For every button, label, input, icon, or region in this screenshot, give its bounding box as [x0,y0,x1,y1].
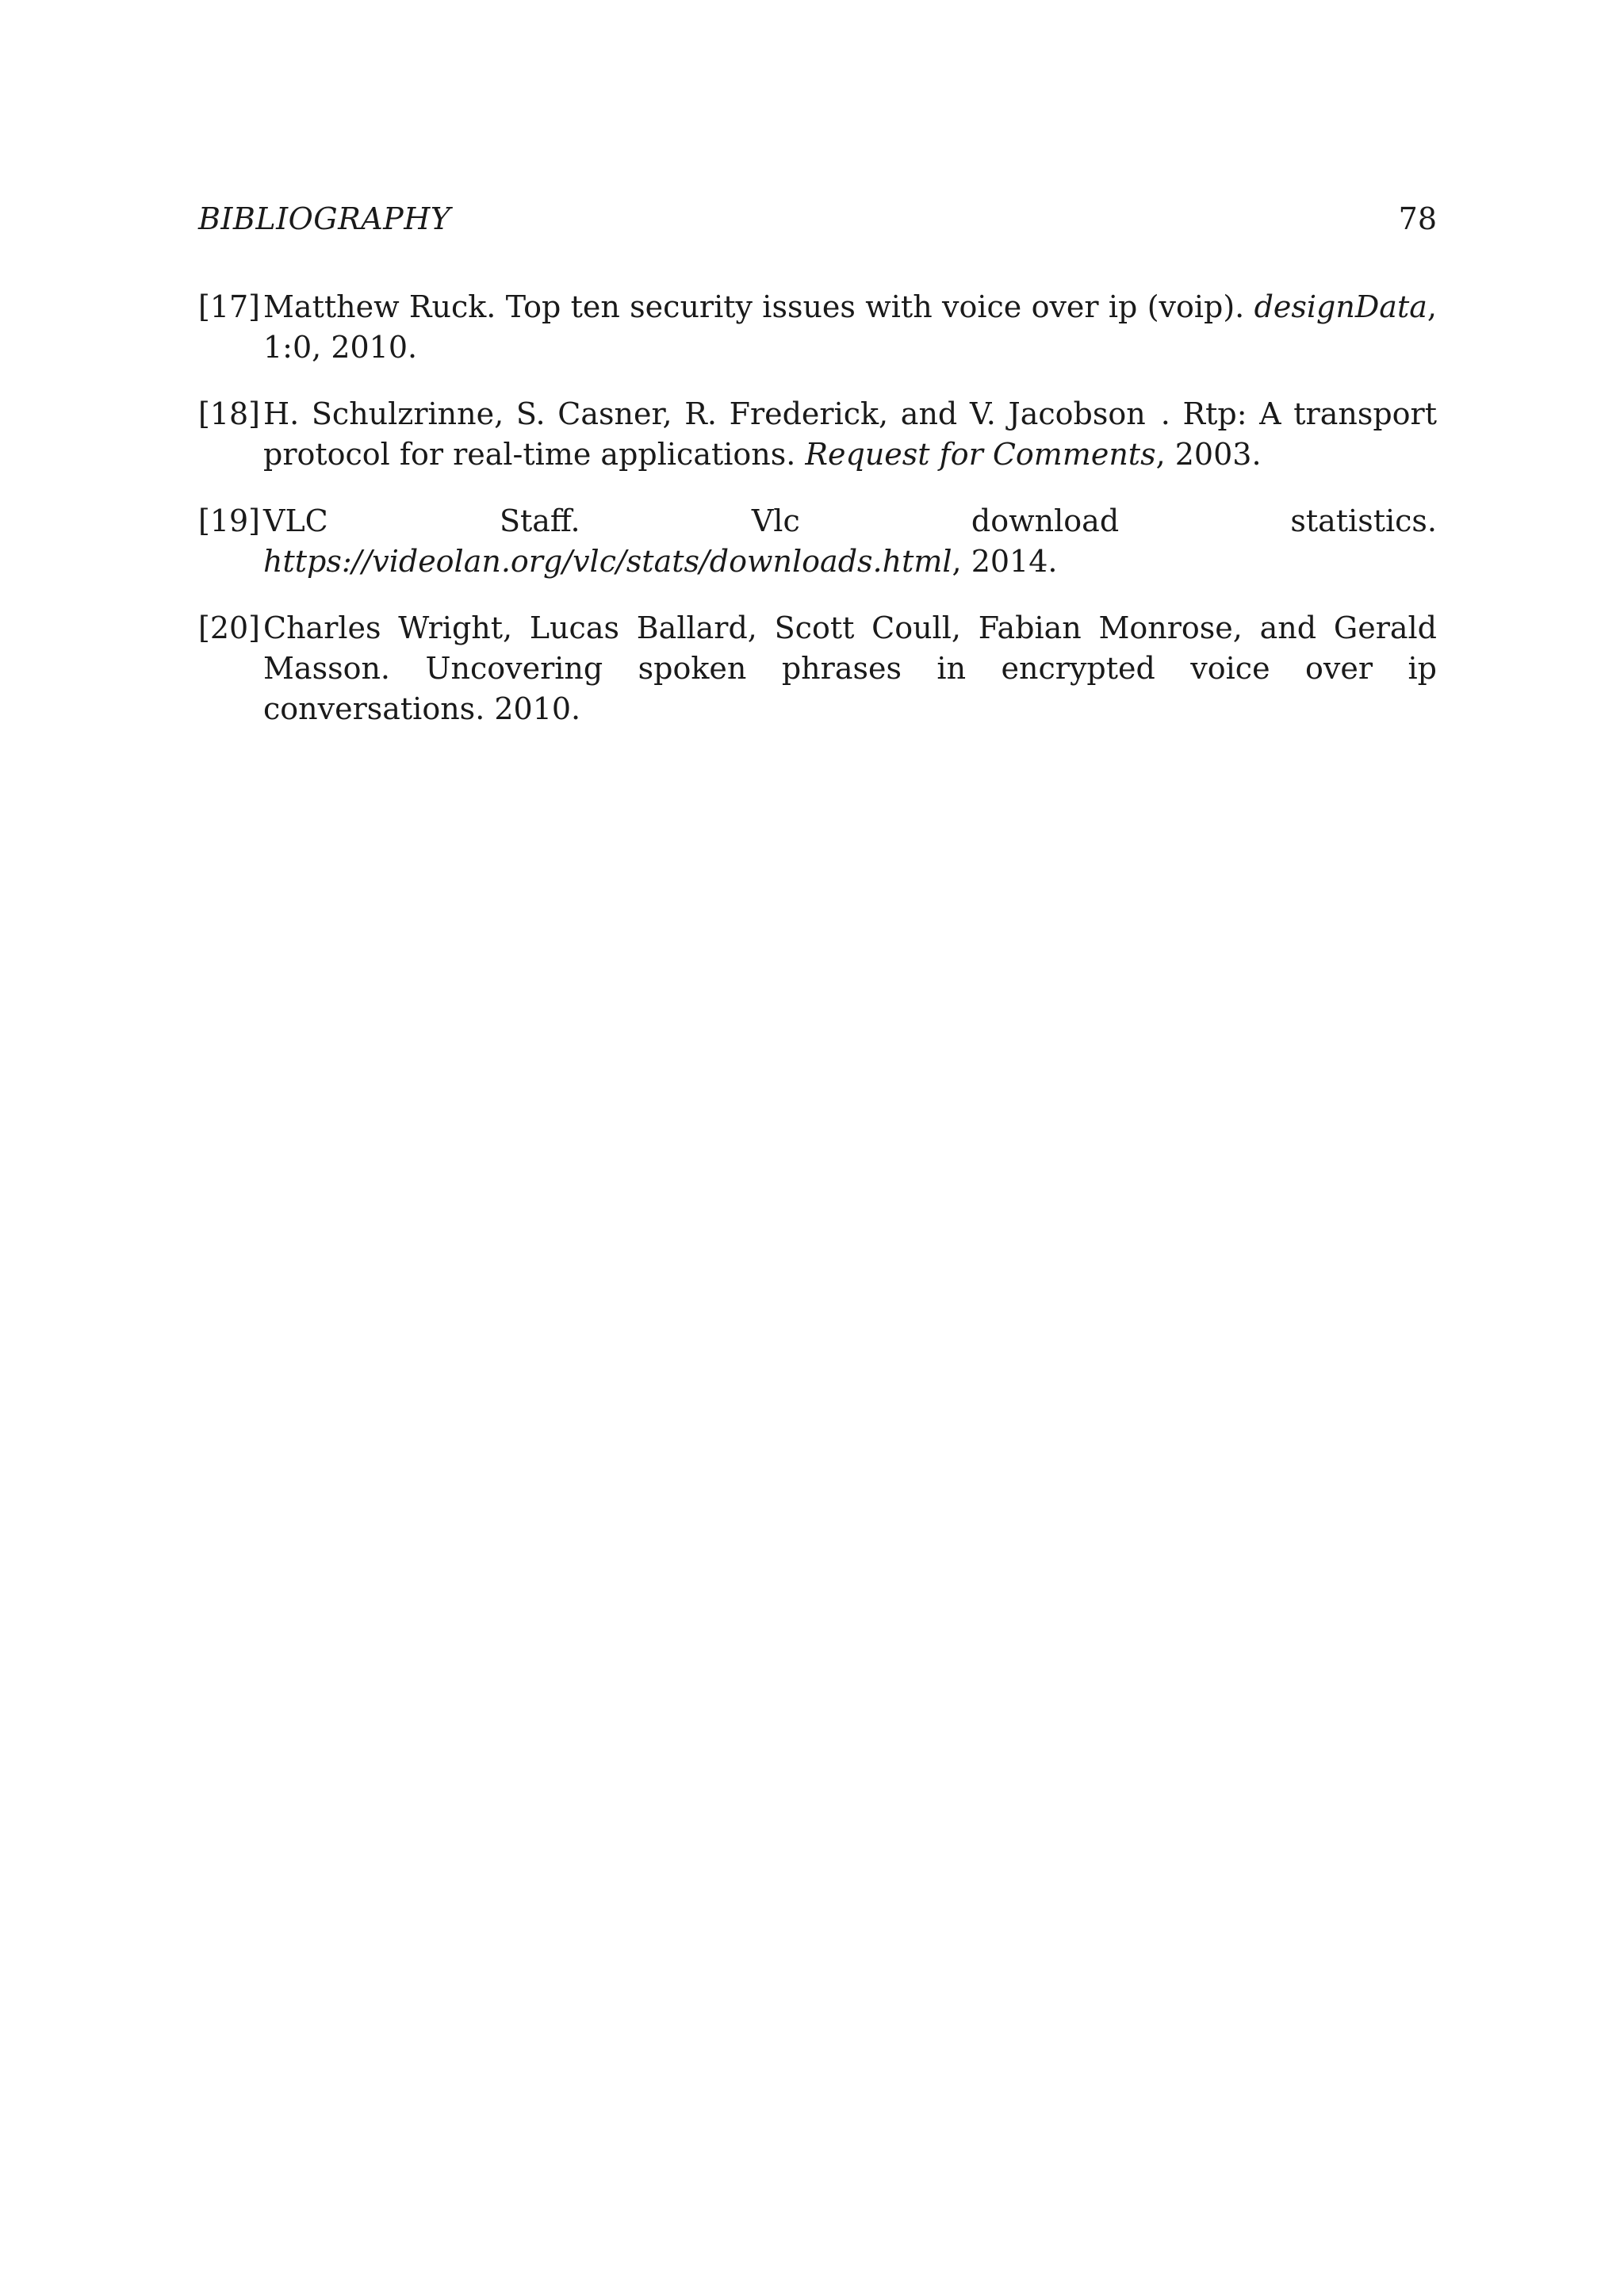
reference-label: [17] [198,289,261,324]
reference-text-plain: VLC Staff. Vlc download statistics. [263,503,1437,538]
reference-text [263,608,1437,729]
reference-text-plain: Charles Wright, Lucas Ballard, Scott Coull, Fabian Monrose, and Gerald Masson. Uncovering spoken phrases in encrypted voice over ip conversations. 2010. [263,610,1437,726]
reference-entry [198,394,1437,475]
reference-text [263,394,1437,475]
reference-venue: Request for Comments [805,437,1156,472]
reference-text-tail: , 1:0, 2010. [263,289,1437,365]
reference-label: [20] [198,610,261,645]
reference-label: [19] [198,503,261,538]
reference-text-plain: H. Schulzrinne, S. Casner, R. Frederick, and V. Jacobson . Rtp: A transport protocol for real-time applications. [263,396,1437,472]
reference-url: https://videolan.org/vlc/stats/downloads.html [263,544,952,579]
running-header [198,200,1437,238]
reference-entry [198,608,1437,729]
reference-label: [18] [198,396,261,431]
reference-text-plain: Matthew Ruck. Top ten security issues with voice over ip (voip). [263,289,1254,324]
reference-text-tail: , 2014. [952,544,1058,579]
reference-entry [198,501,1437,582]
reference-text [263,287,1437,368]
section-title: BIBLIOGRAPHY [198,201,451,236]
reference-entry [198,287,1437,368]
reference-list [198,287,1437,756]
page-number: 78 [1398,201,1437,236]
reference-venue: designData [1254,289,1427,324]
reference-text [263,501,1437,582]
reference-text-tail: , 2003. [1155,437,1262,472]
